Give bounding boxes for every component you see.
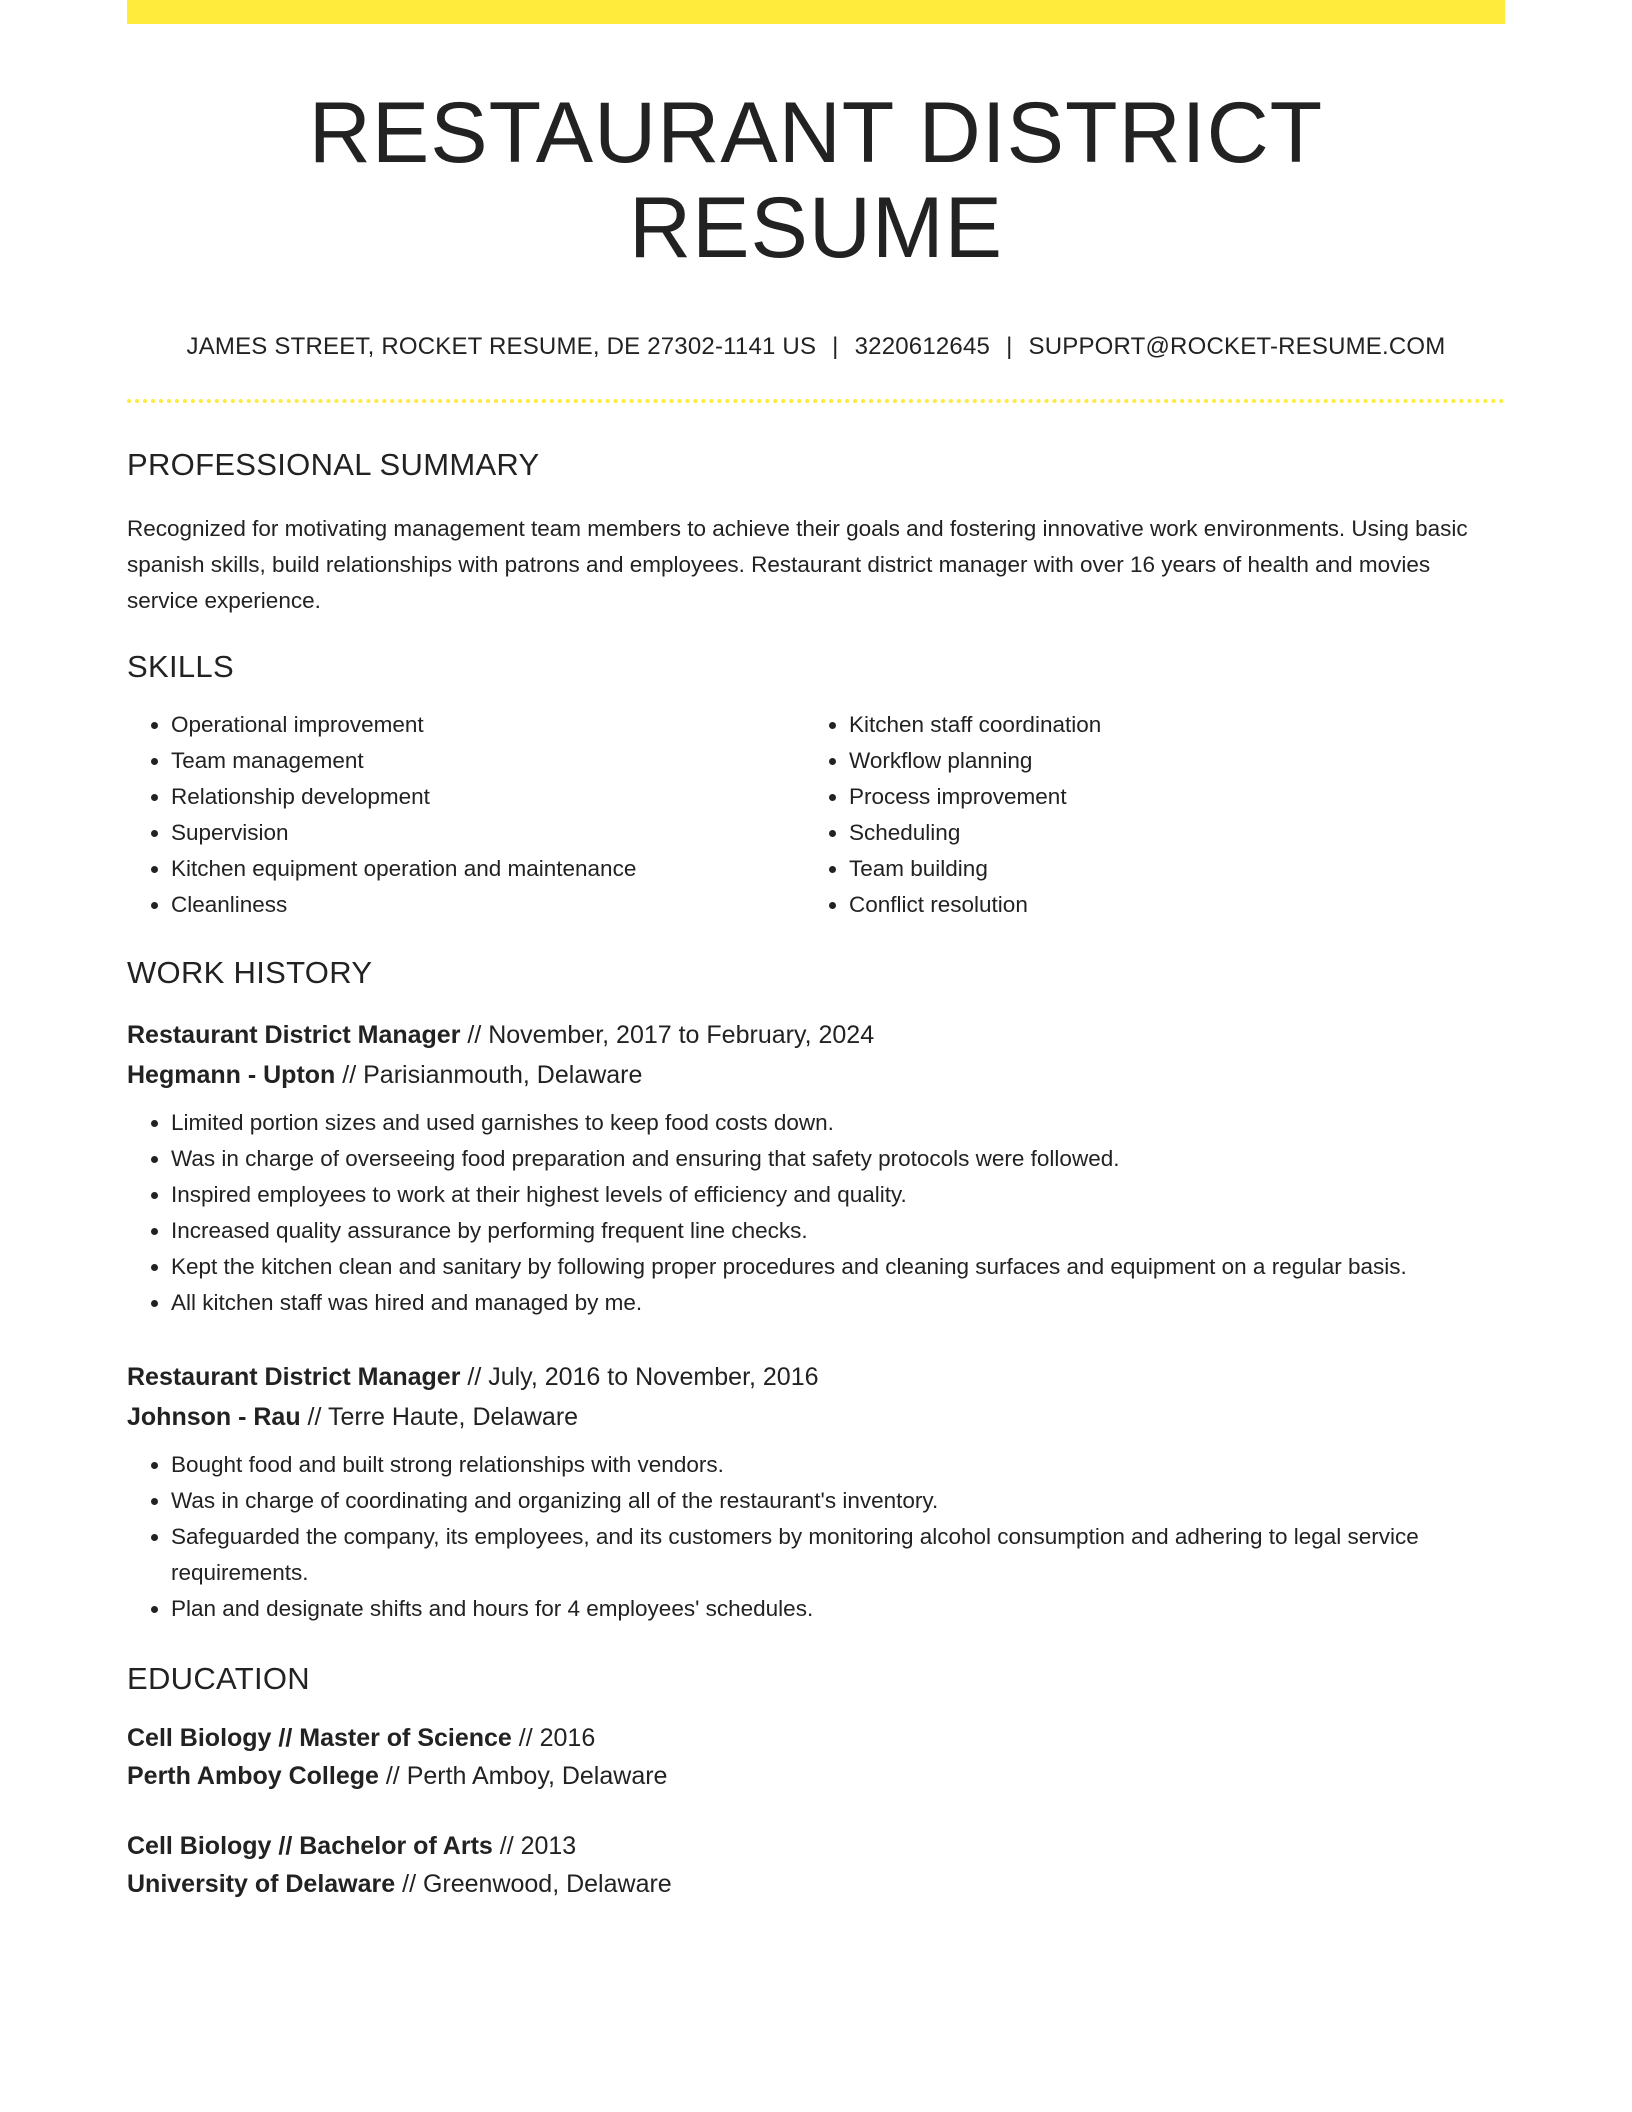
job-bullets bbox=[127, 1105, 1505, 1321]
skill-item: • Operational improvement bbox=[171, 707, 805, 743]
job-dates: // July, 2016 to November, 2016 bbox=[460, 1363, 819, 1392]
skill-item: • Cleanliness bbox=[171, 887, 805, 923]
job-location: // Terre Haute, Delaware bbox=[300, 1403, 579, 1432]
accent-top-bar bbox=[127, 0, 1505, 24]
school-line bbox=[127, 1757, 1505, 1795]
dotted-divider bbox=[127, 399, 1505, 403]
email-text: SUPPORT@ROCKET-RESUME.COM bbox=[1028, 333, 1446, 361]
skill-item: • Conflict resolution bbox=[849, 887, 1101, 923]
degree-year: // 2016 bbox=[511, 1724, 596, 1753]
skill-item: • Team building bbox=[849, 851, 1101, 887]
school: Perth Amboy College bbox=[127, 1762, 379, 1791]
skill-item: • Kitchen staff coordination bbox=[849, 707, 1101, 743]
job-dates: // November, 2017 to February, 2024 bbox=[460, 1021, 875, 1050]
degree: Cell Biology // Master of Science bbox=[127, 1724, 512, 1753]
education-entry bbox=[127, 1827, 1505, 1903]
degree-line bbox=[127, 1827, 1505, 1865]
skills-heading: SKILLS bbox=[127, 649, 234, 685]
skill-item: • Team management bbox=[171, 743, 805, 779]
job-company: Hegmann - Upton bbox=[127, 1061, 336, 1090]
address-text: JAMES STREET, ROCKET RESUME, DE 27302-1141 US bbox=[186, 333, 817, 361]
job-bullet: • Plan and designate shifts and hours for 4 employees' schedules. bbox=[171, 1591, 1505, 1627]
job-bullet: • Was in charge of coordinating and organizing all of the restaurant's inventory. bbox=[171, 1483, 1505, 1519]
summary-heading: PROFESSIONAL SUMMARY bbox=[127, 447, 540, 483]
education-heading: EDUCATION bbox=[127, 1661, 310, 1697]
school-line bbox=[127, 1865, 1505, 1903]
skills-list bbox=[127, 707, 1505, 923]
skill-item: • Workflow planning bbox=[849, 743, 1101, 779]
skill-item: • Scheduling bbox=[849, 815, 1101, 851]
job-title: Restaurant District Manager bbox=[127, 1021, 461, 1050]
job-title-line bbox=[127, 1357, 1505, 1397]
job-bullet: • All kitchen staff was hired and managed by me. bbox=[171, 1285, 1505, 1321]
skill-item: • Supervision bbox=[171, 815, 805, 851]
contact-line bbox=[127, 333, 1505, 361]
job-title: Restaurant District Manager bbox=[127, 1363, 461, 1392]
job-bullet: • Inspired employees to work at their highest levels of efficiency and quality. bbox=[171, 1177, 1505, 1213]
job-bullets bbox=[127, 1447, 1505, 1627]
school-location: // Greenwood, Delaware bbox=[395, 1870, 672, 1899]
job-entry bbox=[127, 1015, 1505, 1321]
phone-text: 3220612645 bbox=[854, 333, 991, 361]
job-bullet: • Bought food and built strong relationships with vendors. bbox=[171, 1447, 1505, 1483]
degree-line bbox=[127, 1719, 1505, 1757]
job-location: // Parisianmouth, Delaware bbox=[335, 1061, 643, 1090]
summary-text: Recognized for motivating management team members to achieve their goals and fostering innovative work environments. Using basic spanish skills, build relationships with patrons and employees. Restaurant district manager with over 16 years of health and movies service experience. bbox=[127, 516, 1468, 614]
job-bullet: • Was in charge of overseeing food preparation and ensuring that safety protocols were followed. bbox=[171, 1141, 1505, 1177]
degree-year: // 2013 bbox=[492, 1832, 577, 1861]
skill-item: • Kitchen equipment operation and maintenance bbox=[171, 851, 805, 887]
skill-item: • Relationship development bbox=[171, 779, 805, 815]
degree: Cell Biology // Bachelor of Arts bbox=[127, 1832, 493, 1861]
school-location: // Perth Amboy, Delaware bbox=[378, 1762, 668, 1791]
work-history-heading: WORK HISTORY bbox=[127, 955, 373, 991]
job-company-line bbox=[127, 1055, 1505, 1095]
skills-column-left bbox=[127, 707, 805, 923]
job-company-line bbox=[127, 1397, 1505, 1437]
contact-separator: | bbox=[1006, 333, 1013, 361]
skills-column-right bbox=[805, 707, 1101, 923]
job-bullet: • Safeguarded the company, its employees, and its customers by monitoring alcohol consumption and adhering to legal service requirements. bbox=[171, 1519, 1505, 1591]
job-company: Johnson - Rau bbox=[127, 1403, 301, 1432]
contact-separator: | bbox=[832, 333, 839, 361]
job-title-line bbox=[127, 1015, 1505, 1055]
resume-title: RESTAURANT DISTRICT RESUME bbox=[308, 85, 1324, 276]
job-bullet: • Kept the kitchen clean and sanitary by following proper procedures and cleaning surfaces and equipment on a regular basis. bbox=[171, 1249, 1505, 1285]
skill-item: • Process improvement bbox=[849, 779, 1101, 815]
job-bullet: • Increased quality assurance by performing frequent line checks. bbox=[171, 1213, 1505, 1249]
job-entry bbox=[127, 1357, 1505, 1627]
school: University of Delaware bbox=[127, 1870, 396, 1899]
job-bullet: • Limited portion sizes and used garnishes to keep food costs down. bbox=[171, 1105, 1505, 1141]
resume-page bbox=[127, 0, 1505, 1903]
education-entry bbox=[127, 1719, 1505, 1795]
